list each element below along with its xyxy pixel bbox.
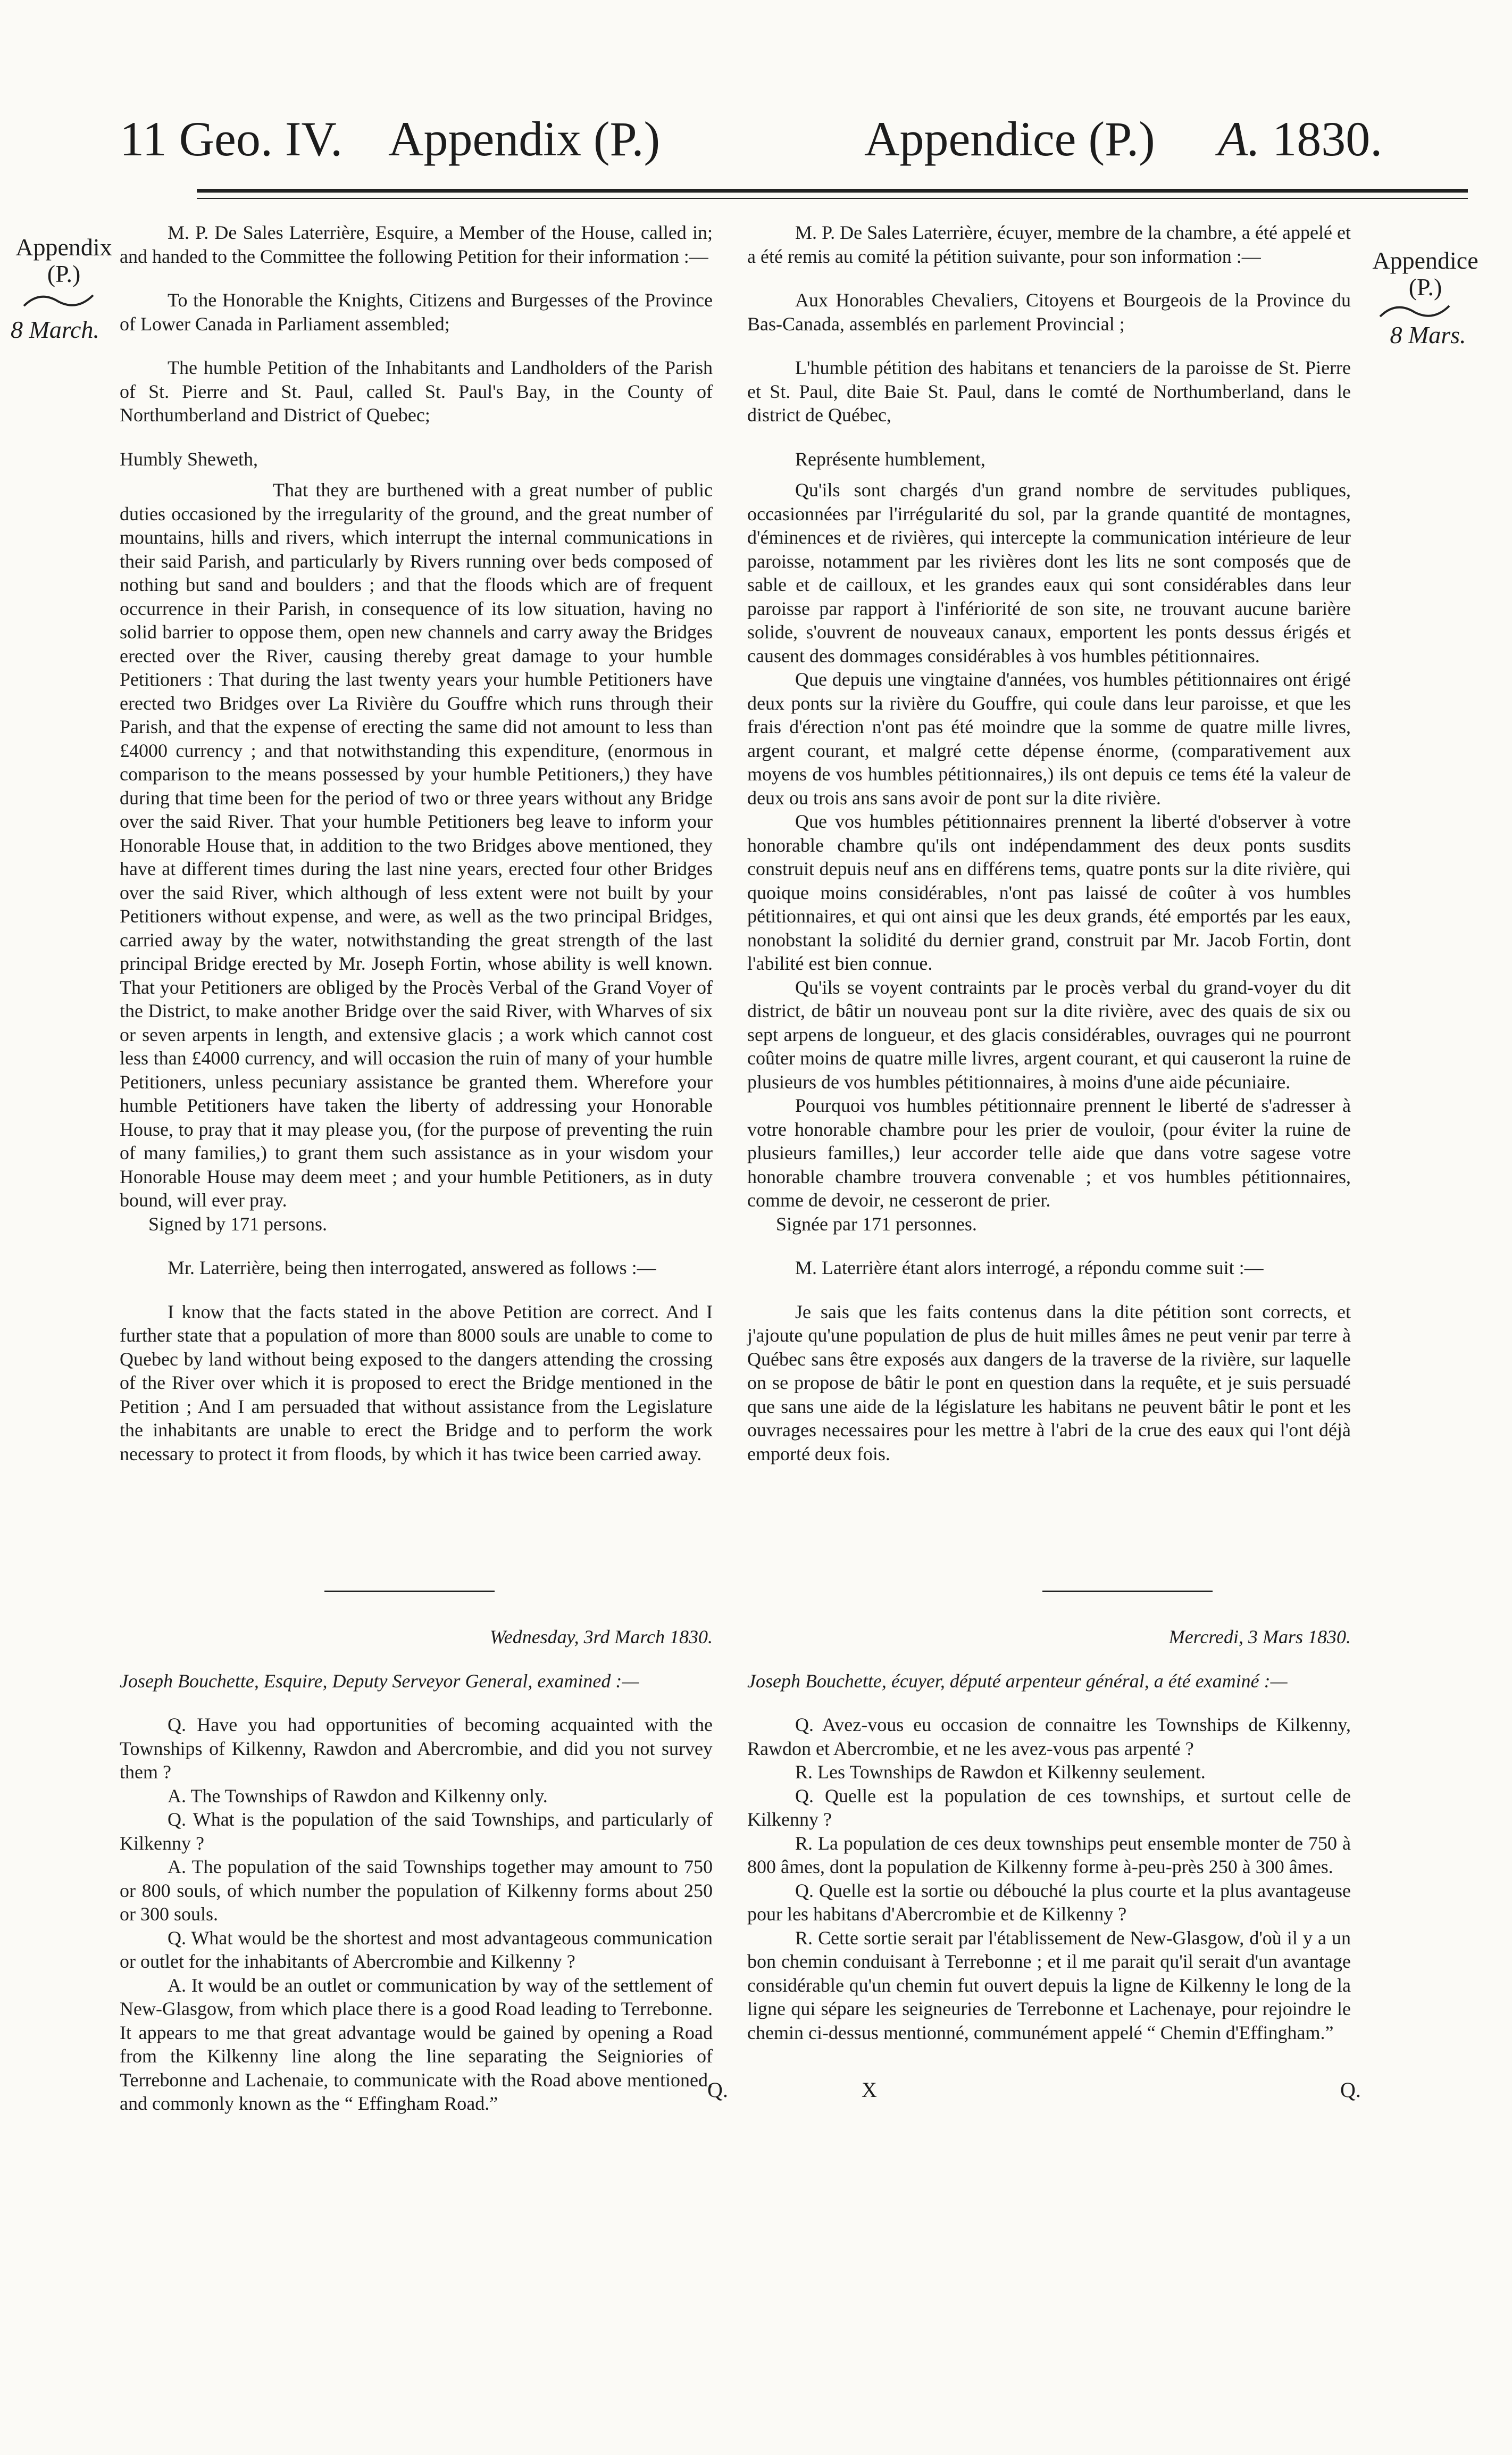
intro-fr: M. P. De Sales Laterrière, écuyer, membre de la chambre, a été appelé et a été remis au comité la pétition suivante, pour son information :— — [747, 222, 1351, 267]
date-fr: Mercredi, 3 Mars 1830. — [1168, 1626, 1351, 1647]
margin-right-sub: (P.) — [1408, 273, 1442, 301]
margin-right-date: 8 Mars. — [1390, 321, 1466, 348]
intro-en: M. P. De Sales Laterrière, Esquire, a Member of the House, called in; and handed to the Committee the following Petition for their information :— — [120, 222, 713, 267]
qa-fr-item: R. La population de ces deux townships peut ensemble monter de 750 à 800 âmes, dont la population de Kilkenny forme à-peu-près 250 à 300 âmes. — [747, 1832, 1351, 1877]
qa-en-item: A. The population of the said Townships together may amount to 750 or 800 souls, of which number the population of Kilkenny forms about 250 or 300 souls. — [120, 1856, 713, 1925]
french-column — [747, 221, 1351, 2044]
qa-fr-item: Q. Quelle est la population de ces townships, et surtout celle de Kilkenny ? — [747, 1785, 1351, 1830]
petition-para-fr: Que vos humbles pétitionnaires prennent la liberté d'observer à votre honorable chambre qu'ils ont indépendamment des deux ponts susdits construit depuis neuf ans en différens tems, quatre ponts sur la dite rivière, qui quoique moins considérables, n'ont pas laissé de coûter à vos humbles pétitionnaires, et qui ont ainsi que les deux grands, été emportés par les eaux, nonobstant la solidité du dernier grand, construit par Mr. Jacob Fortin, dont l'abilité est bien connue. — [747, 811, 1351, 974]
petition-para-fr: Que depuis une vingtaine d'années, vos humbles pétitionnaires ont érigé deux ponts sur la rivière du Gouffre, qui coule dans leur paroisse, et que les frais d'érection n'ont pas été moindre que la somme de quatre mille livres, argent courant, et malgré cette dépense énorme, (comparativement aux moyens de vos humbles pétitionnaires,) ils ont depuis ce tems été la valeur de deux ou trois ans sans avoir de pont sur la dite rivière. — [747, 669, 1351, 809]
header-rule-thick — [197, 189, 1468, 193]
catchword-left: Q. — [707, 2078, 728, 2102]
appendix-title-fr: Appendice (P.) — [864, 112, 1155, 166]
section-separator-right — [1042, 1591, 1213, 1592]
address-fr: Aux Honorables Chevaliers, Citoyens et Bourgeois de la Province du Bas-Canada, assemblés en parlement Provincial ; — [747, 289, 1351, 335]
date-en: Wednesday, 3rd March 1830. — [490, 1626, 713, 1647]
qa-en-item: Q. Have you had opportunities of becoming acquainted with the Townships of Kilkenny, Rawdon and Abercrombie, and did you not survey them ? — [120, 1714, 713, 1783]
appendix-title-en: Appendix (P.) — [388, 112, 661, 166]
english-column — [120, 221, 713, 2116]
petition-para-fr: Qu'ils sont chargés d'un grand nombre de servitudes publiques, occasionnées par l'irrégularité du sol, par la grande quantité de montagnes, d'éminences et de rivières, qui intercepte la communication intérieure de leur paroisse, notamment par les rivières dont les lits ne sont composés que de sable et de cailloux, et les grandes eaux qui sont considérables dans leur paroisse par rapport à l'infériorité de son site, ne trouvant aucune barière solide, s'ouvrent de nouveaux canaux, emportent les ponts dessus érigés et causent des dommages considérables à vos humbles pétitionnaires. — [747, 479, 1351, 667]
margin-left-label: Appendix — [15, 234, 112, 261]
interrogated-en: Mr. Laterrière, being then interrogated, answered as follows :— — [168, 1257, 656, 1278]
interrogated-fr: M. Laterrière étant alors interrogé, a répondu comme suit :— — [795, 1257, 1264, 1278]
witness-en: Joseph Bouchette, Esquire, Deputy Serveyor General, examined :— — [120, 1670, 639, 1692]
section-separator-left — [324, 1591, 495, 1592]
margin-left-date: 8 March. — [11, 316, 99, 343]
margin-left-note — [11, 234, 117, 287]
qa-fr-item: R. Cette sortie serait par l'établissement de New-Glasgow, d'où il y a un bon chemin conduisant à Terrebonne ; et il me parait qu'il serait d'un avantage considérable qu'un chemin fut ouvert depuis la ligne de Kilkenny le long de la ligne qui sépare les seigneuries de Terrebonne et Lachenaye, pour rejoindre le chemin ci-dessus mentionné, communément appelé “ Chemin d'Effingham.” — [747, 1927, 1351, 2043]
qa-fr-item: Q. Avez-vous eu occasion de connaitre les Townships de Kilkenny, Rawdon et Abercrombie, et ne les avez-vous pas arpenté ? — [747, 1714, 1351, 1759]
signature-mark: X — [862, 2078, 877, 2102]
qa-en-item: A. It would be an outlet or communication by way of the settlement of New-Glasgow, from which place there is a good Road leading to Terrebonne. It appears to me that great advantage would be gained by opening a Road from the Kilkenny line along the line separating the Seigniories of Terrebonne and Lachenaie, to communicate with the Road above mentioned, and commonly known as the “ Effingham Road.” — [120, 1974, 713, 2114]
qa-en-item: Q. What is the population of the said Townships, and particularly of Kilkenny ? — [120, 1809, 713, 1854]
year-prefix: A. — [1218, 112, 1260, 166]
session-year — [1218, 112, 1383, 166]
regnal-year: 11 Geo. IV. — [120, 112, 343, 166]
sheweth-en: Humbly Sheweth, — [120, 448, 258, 470]
year-number: 1830. — [1272, 112, 1383, 166]
qa-fr-item: R. Les Townships de Rawdon et Kilkenny seulement. — [795, 1761, 1206, 1783]
answer-en: I know that the facts stated in the above Petition are correct. And I further state that a population of more than 8000 souls are unable to come to Quebec by land without being exposed to the dangers attending the crossing of the River over which it is proposed to erect the Bridge mentioned in the Petition ; And I am persuaded that without assistance from the Legislature the inhabitants are unable to erect the Bridge and to perform the work necessary to protect it from floods, by which it has twice been carried away. — [120, 1301, 713, 1464]
petition-para-fr: Pourquoi vos humbles pétitionnaire prennent le liberté de s'adresser à votre honorable chambre pour les prier de vouloir, (pour éviter la ruine de plusieurs familles,) leur accorder telle aide que dans votre sagese votre honorable chambre trouvera convenable ; et vos humbles pétitionnaires, comme de devoir, ne cesseront de prier. — [747, 1095, 1351, 1211]
header-rule-thin — [197, 198, 1468, 199]
margin-right-label: Appendice — [1372, 247, 1478, 274]
margin-right-note — [1356, 247, 1494, 301]
sheweth-fr: Représente humblement, — [795, 448, 985, 470]
qa-fr-item: Q. Quelle est la sortie ou débouché la plus courte et la plus avantageuse pour les habitans d'Abercrombie et de Kilkenny ? — [747, 1879, 1351, 1925]
qa-en-item: Q. What would be the shortest and most advantageous communication or outlet for the inhabitants of Abercrombie and Kilkenny ? — [120, 1927, 713, 1972]
signed-en: Signed by 171 persons. — [148, 1213, 327, 1235]
petition-title-en: The humble Petition of the Inhabitants and Landholders of the Parish of St. Pierre and St. Paul, called St. Paul's Bay, in the County of Northumberland and District of Quebec; — [120, 357, 713, 426]
petition-title-fr: L'humble pétition des habitans et tenanciers de la paroisse de St. Pierre et St. Paul, dite Baie St. Paul, dans le comté de Northumberland, dans le district de Québec, — [747, 357, 1351, 426]
margin-left-ornament — [21, 290, 96, 317]
margin-left-sub: (P.) — [47, 260, 81, 287]
catchword-right: Q. — [1340, 2078, 1361, 2102]
petition-para-fr: Qu'ils se voyent contraints par le procès verbal du grand-voyer du dit district, de bâtir un nouveau pont sur la dite rivière, avec des quais de six ou sept arpens de longueur, et des glacis considérables, ouvrages qui ne pourront coûter moins de quatre mille livres, argent courant, et qui causeront la ruine de plusieurs de vos humbles pétitionnaires, à moins d'une aide pécuniaire. — [747, 976, 1351, 1093]
qa-en-item: A. The Townships of Rawdon and Kilkenny only. — [168, 1785, 548, 1807]
answer-fr: Je sais que les faits contenus dans la dite pétition sont corrects, et j'ajoute qu'une population de plus de huit milles âmes ne peut venir par terre à Québec sans être exposés aux dangers de la traverse de la rivière, sur laquelle on se propose de bâtir le pont en question dans la requête, et je suis persuadé que sans une aide de la législature les habitans ne peuvent bâtir le pont et les ouvrages necessaires pour les mettre à l'abri de la crue des eaux qui l'ont déjà emporté deux fois. — [747, 1301, 1351, 1464]
petition-body-en: That they are burthened with a great number of public duties occasioned by the irregularity of the ground, and the great number of mountains, hills and rivers, which interrupt the internal communications in their said Parish, and particularly by Rivers running over beds composed of nothing but sand and boulders ; and that the floods which are of frequent occurrence in their Parish, in consequence of its low situation, having no solid barrier to oppose them, open new channels and carry away the Bridges erected over the River, causing thereby great damage to your humble Petitioners : That during the last twenty years your humble Petitioners have erected two Bridges over La Rivière du Gouffre which runs through their Parish, and that the expense of erecting the same did not amount to less than £4000 currency ; and that notwithstanding this expenditure, (enormous in comparison to the means possessed by your humble Petitioners,) they have during that time been for the period of two or three years without any Bridge over the said River. That your humble Petitioners beg leave to inform your Honorable House that, in addition to the two Bridges above mentioned, they have at different times during the last nine years, erected four other Bridges over the said River, which although of less extent were not built by your Petitioners without expense, and were, as well as the two principal Bridges, carried away by the water, notwithstanding the great strength of the last principal Bridge erected by Mr. Joseph Fortin, whose ability is well known. That your Petitioners are obliged by the Procès Verbal of the Grand Voyer of the District, to make another Bridge over the said River, with Wharves of six or seven arpents in length, and extensive glacis ; a work which cannot cost less than £4000 currency, and will occasion the ruin of many of your humble Petitioners, unless pecuniary assistance be granted them. Wherefore your humble Petitioners have taken the liberty of addressing your Honorable House, to pray that it may please you, (for the purpose of preventing the ruin of many families,) to grant them such assistance as in your wisdom your Honorable House may deem meet ; and your humble Petitioners, as in duty bound, will ever pray. — [120, 479, 713, 1211]
signed-fr: Signée par 171 personnes. — [776, 1213, 977, 1235]
address-en: To the Honorable the Knights, Citizens and Burgesses of the Province of Lower Canada in Parliament assembled; — [120, 289, 713, 335]
witness-fr: Joseph Bouchette, écuyer, député arpenteur général, a été examiné :— — [747, 1670, 1288, 1692]
